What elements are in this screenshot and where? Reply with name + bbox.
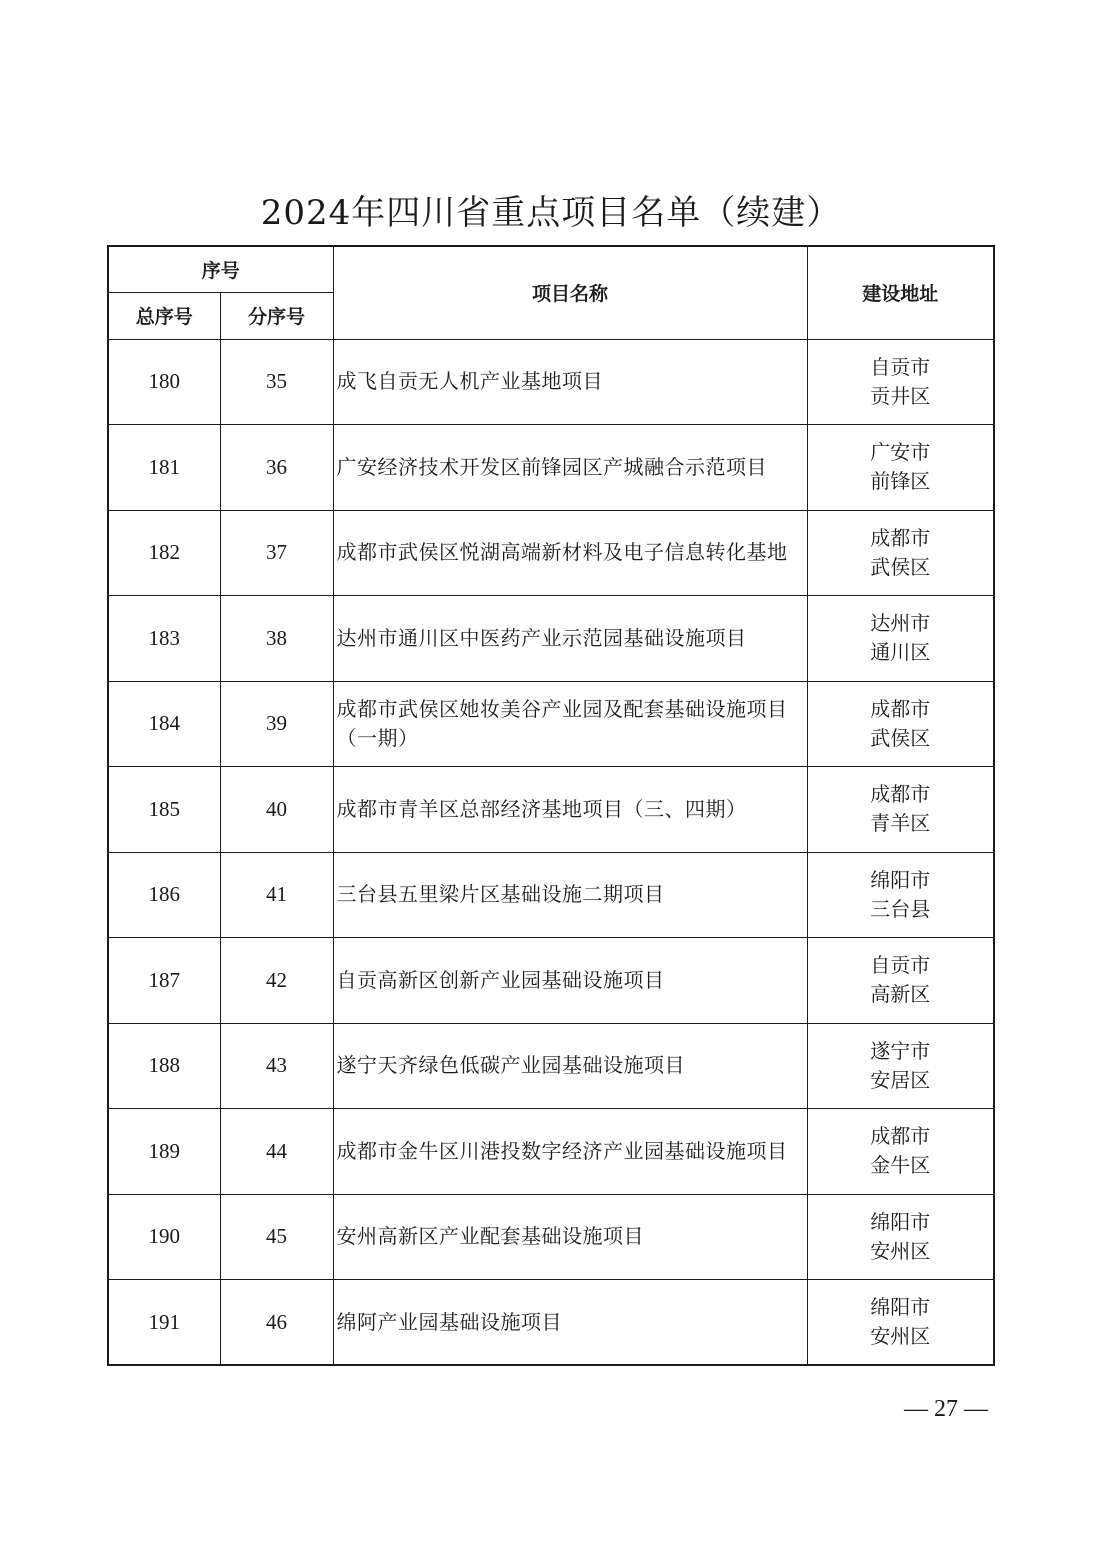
location-header: 建设地址 bbox=[807, 246, 994, 339]
total-seq-cell: 191 bbox=[108, 1280, 220, 1366]
location-district: 贡井区 bbox=[870, 383, 931, 408]
table-row bbox=[108, 510, 994, 596]
total-seq-cell: 186 bbox=[108, 852, 220, 938]
table-row bbox=[108, 1023, 994, 1109]
location-cell bbox=[807, 510, 994, 596]
project-name-cell: 成都市青羊区总部经济基地项目（三、四期） bbox=[333, 767, 807, 853]
table-row bbox=[108, 767, 994, 853]
location-city: 绵阳市 bbox=[870, 1209, 931, 1234]
sub-seq-header: 分序号 bbox=[220, 292, 333, 339]
total-seq-cell: 187 bbox=[108, 938, 220, 1024]
project-name-cell: 成飞自贡无人机产业基地项目 bbox=[333, 339, 807, 425]
location-city: 成都市 bbox=[870, 1124, 931, 1149]
sub-seq-cell: 43 bbox=[220, 1023, 333, 1109]
sub-seq-cell: 41 bbox=[220, 852, 333, 938]
project-name-cell: 安州高新区产业配套基础设施项目 bbox=[333, 1194, 807, 1280]
project-name-cell: 成都市金牛区川港投数字经济产业园基础设施项目 bbox=[333, 1109, 807, 1195]
location-district: 三台县 bbox=[870, 896, 931, 921]
table-row bbox=[108, 339, 994, 425]
sub-seq-cell: 45 bbox=[220, 1194, 333, 1280]
location-cell bbox=[807, 596, 994, 682]
table-row bbox=[108, 596, 994, 682]
location-district: 武侯区 bbox=[870, 554, 931, 579]
location-city: 绵阳市 bbox=[870, 1295, 931, 1319]
location-city: 广安市 bbox=[870, 440, 931, 465]
sub-seq-cell: 37 bbox=[220, 510, 333, 596]
location-city: 自贡市 bbox=[870, 354, 931, 379]
sub-seq-cell: 36 bbox=[220, 425, 333, 511]
total-seq-cell: 184 bbox=[108, 681, 220, 767]
location-district: 安居区 bbox=[870, 1067, 931, 1092]
location-city: 绵阳市 bbox=[870, 867, 931, 892]
project-name-cell: 广安经济技术开发区前锋园区产城融合示范项目 bbox=[333, 425, 807, 511]
project-name-cell: 遂宁天齐绿色低碳产业园基础设施项目 bbox=[333, 1023, 807, 1109]
table-row bbox=[108, 681, 994, 767]
table-row bbox=[108, 425, 994, 511]
sub-seq-cell: 39 bbox=[220, 681, 333, 767]
project-name-cell: 三台县五里梁片区基础设施二期项目 bbox=[333, 852, 807, 938]
sub-seq-cell: 38 bbox=[220, 596, 333, 682]
page-number: — 27 — bbox=[904, 1396, 988, 1422]
total-seq-cell: 180 bbox=[108, 339, 220, 425]
table-row bbox=[108, 938, 994, 1024]
location-cell bbox=[807, 339, 994, 425]
sub-seq-cell: 35 bbox=[220, 339, 333, 425]
sub-seq-cell: 44 bbox=[220, 1109, 333, 1195]
location-district: 高新区 bbox=[870, 982, 931, 1007]
location-cell bbox=[807, 681, 994, 767]
table-row bbox=[108, 1109, 994, 1195]
sub-seq-cell: 40 bbox=[220, 767, 333, 853]
location-cell bbox=[807, 425, 994, 511]
total-seq-cell: 181 bbox=[108, 425, 220, 511]
location-cell bbox=[807, 1109, 994, 1195]
location-city: 成都市 bbox=[870, 525, 931, 550]
location-cell bbox=[807, 852, 994, 938]
location-district: 通川区 bbox=[870, 640, 931, 665]
location-cell bbox=[807, 938, 994, 1024]
total-seq-cell: 183 bbox=[108, 596, 220, 682]
table-body bbox=[108, 339, 994, 1365]
location-cell bbox=[807, 1023, 994, 1109]
project-name-cell: 绵阿产业园基础设施项目 bbox=[333, 1280, 807, 1366]
location-district: 前锋区 bbox=[870, 469, 931, 494]
location-city: 成都市 bbox=[870, 696, 931, 721]
location-district: 金牛区 bbox=[870, 1153, 931, 1178]
location-district: 武侯区 bbox=[870, 725, 931, 750]
location-city: 达州市 bbox=[870, 611, 931, 636]
sub-seq-cell: 42 bbox=[220, 938, 333, 1024]
project-name-cell: 自贡高新区创新产业园基础设施项目 bbox=[333, 938, 807, 1024]
total-seq-cell: 188 bbox=[108, 1023, 220, 1109]
project-name-cell: 成都市武侯区悦湖高端新材料及电子信息转化基地 bbox=[333, 510, 807, 596]
projects-table bbox=[107, 245, 995, 1366]
project-name-header: 项目名称 bbox=[333, 246, 807, 339]
location-city: 遂宁市 bbox=[870, 1038, 931, 1063]
location-cell bbox=[807, 1194, 994, 1280]
header-row-top bbox=[108, 246, 994, 292]
table-row bbox=[108, 852, 994, 938]
sub-seq-cell: 46 bbox=[220, 1280, 333, 1366]
total-seq-cell: 189 bbox=[108, 1109, 220, 1195]
location-city: 自贡市 bbox=[870, 953, 931, 978]
total-seq-cell: 185 bbox=[108, 767, 220, 853]
total-seq-cell: 190 bbox=[108, 1194, 220, 1280]
location-district: 安州区 bbox=[870, 1324, 931, 1348]
location-cell bbox=[807, 767, 994, 853]
seq-group-header: 序号 bbox=[108, 246, 333, 292]
location-district: 安州区 bbox=[870, 1238, 931, 1263]
table-row bbox=[108, 1194, 994, 1280]
total-seq-header: 总序号 bbox=[108, 292, 220, 339]
location-district: 青羊区 bbox=[870, 811, 931, 836]
project-name-cell: 成都市武侯区她妆美谷产业园及配套基础设施项目（一期） bbox=[333, 681, 807, 767]
table-row bbox=[108, 1280, 994, 1366]
location-city: 成都市 bbox=[870, 782, 931, 807]
page-title: 2024年四川省重点项目名单（续建） bbox=[260, 193, 842, 233]
location-cell bbox=[807, 1280, 994, 1366]
project-name-cell: 达州市通川区中医药产业示范园基础设施项目 bbox=[333, 596, 807, 682]
total-seq-cell: 182 bbox=[108, 510, 220, 596]
